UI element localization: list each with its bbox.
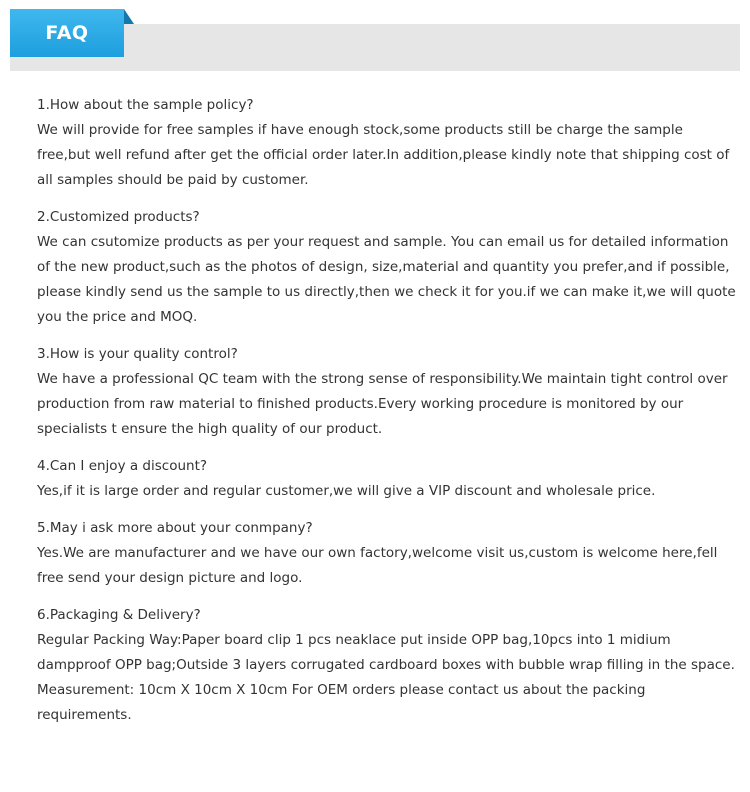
faq-item-customized-products xyxy=(37,205,737,330)
faq-answer: Yes,if it is large order and regular customer,we will give a VIP discount and wholesale price. xyxy=(37,483,656,499)
faq-item-company xyxy=(37,516,737,591)
faq-answer: We can csutomize products as per your request and sample. You can email us for detailed information of the new product,such as the photos of design, size,material and quantity you prefer,and if possible, please kindly send us the sample to us directly,then we check it for you.if we can make it,we will quote you the price and MOQ. xyxy=(37,234,736,325)
faq-answer: Yes.We are manufacturer and we have our own factory,welcome visit us,custom is welcome here,fell free send your design picture and logo. xyxy=(37,545,718,586)
faq-question: 5.May i ask more about your conmpany? xyxy=(37,520,313,536)
faq-item-quality-control xyxy=(37,342,737,442)
faq-question: 6.Packaging & Delivery? xyxy=(37,607,201,623)
faq-title-tab: FAQ xyxy=(10,9,124,57)
faq-question: 4.Can I enjoy a discount? xyxy=(37,458,208,474)
faq-question: 1.How about the sample policy? xyxy=(37,97,254,113)
faq-answer: Regular Packing Way:Paper board clip 1 pcs neaklace put inside OPP bag,10pcs into 1 midium dampproof OPP bag;Outside 3 layers corrugated cardboard boxes with bubble wrap filling in the space. Measurement: 10cm X 10cm X 10cm For OEM orders please contact us about the packing requirements. xyxy=(37,632,735,723)
faq-item-packaging-delivery xyxy=(37,603,737,728)
faq-item-discount xyxy=(37,454,737,504)
faq-tab-fold xyxy=(124,9,134,24)
faq-question: 3.How is your quality control? xyxy=(37,346,238,362)
faq-answer: We have a professional QC team with the strong sense of responsibility.We maintain tight control over production from raw material to finished products.Every working procedure is monitored by our specialists t ensure the high quality of our product. xyxy=(37,371,728,437)
faq-item-sample-policy xyxy=(37,93,737,193)
faq-question: 2.Customized products? xyxy=(37,209,200,225)
faq-list xyxy=(37,93,737,740)
faq-answer: We will provide for free samples if have enough stock,some products still be charge the sample free,but well refund after get the official order later.In addition,please kindly note that shipping cost of all samples should be paid by customer. xyxy=(37,122,730,188)
